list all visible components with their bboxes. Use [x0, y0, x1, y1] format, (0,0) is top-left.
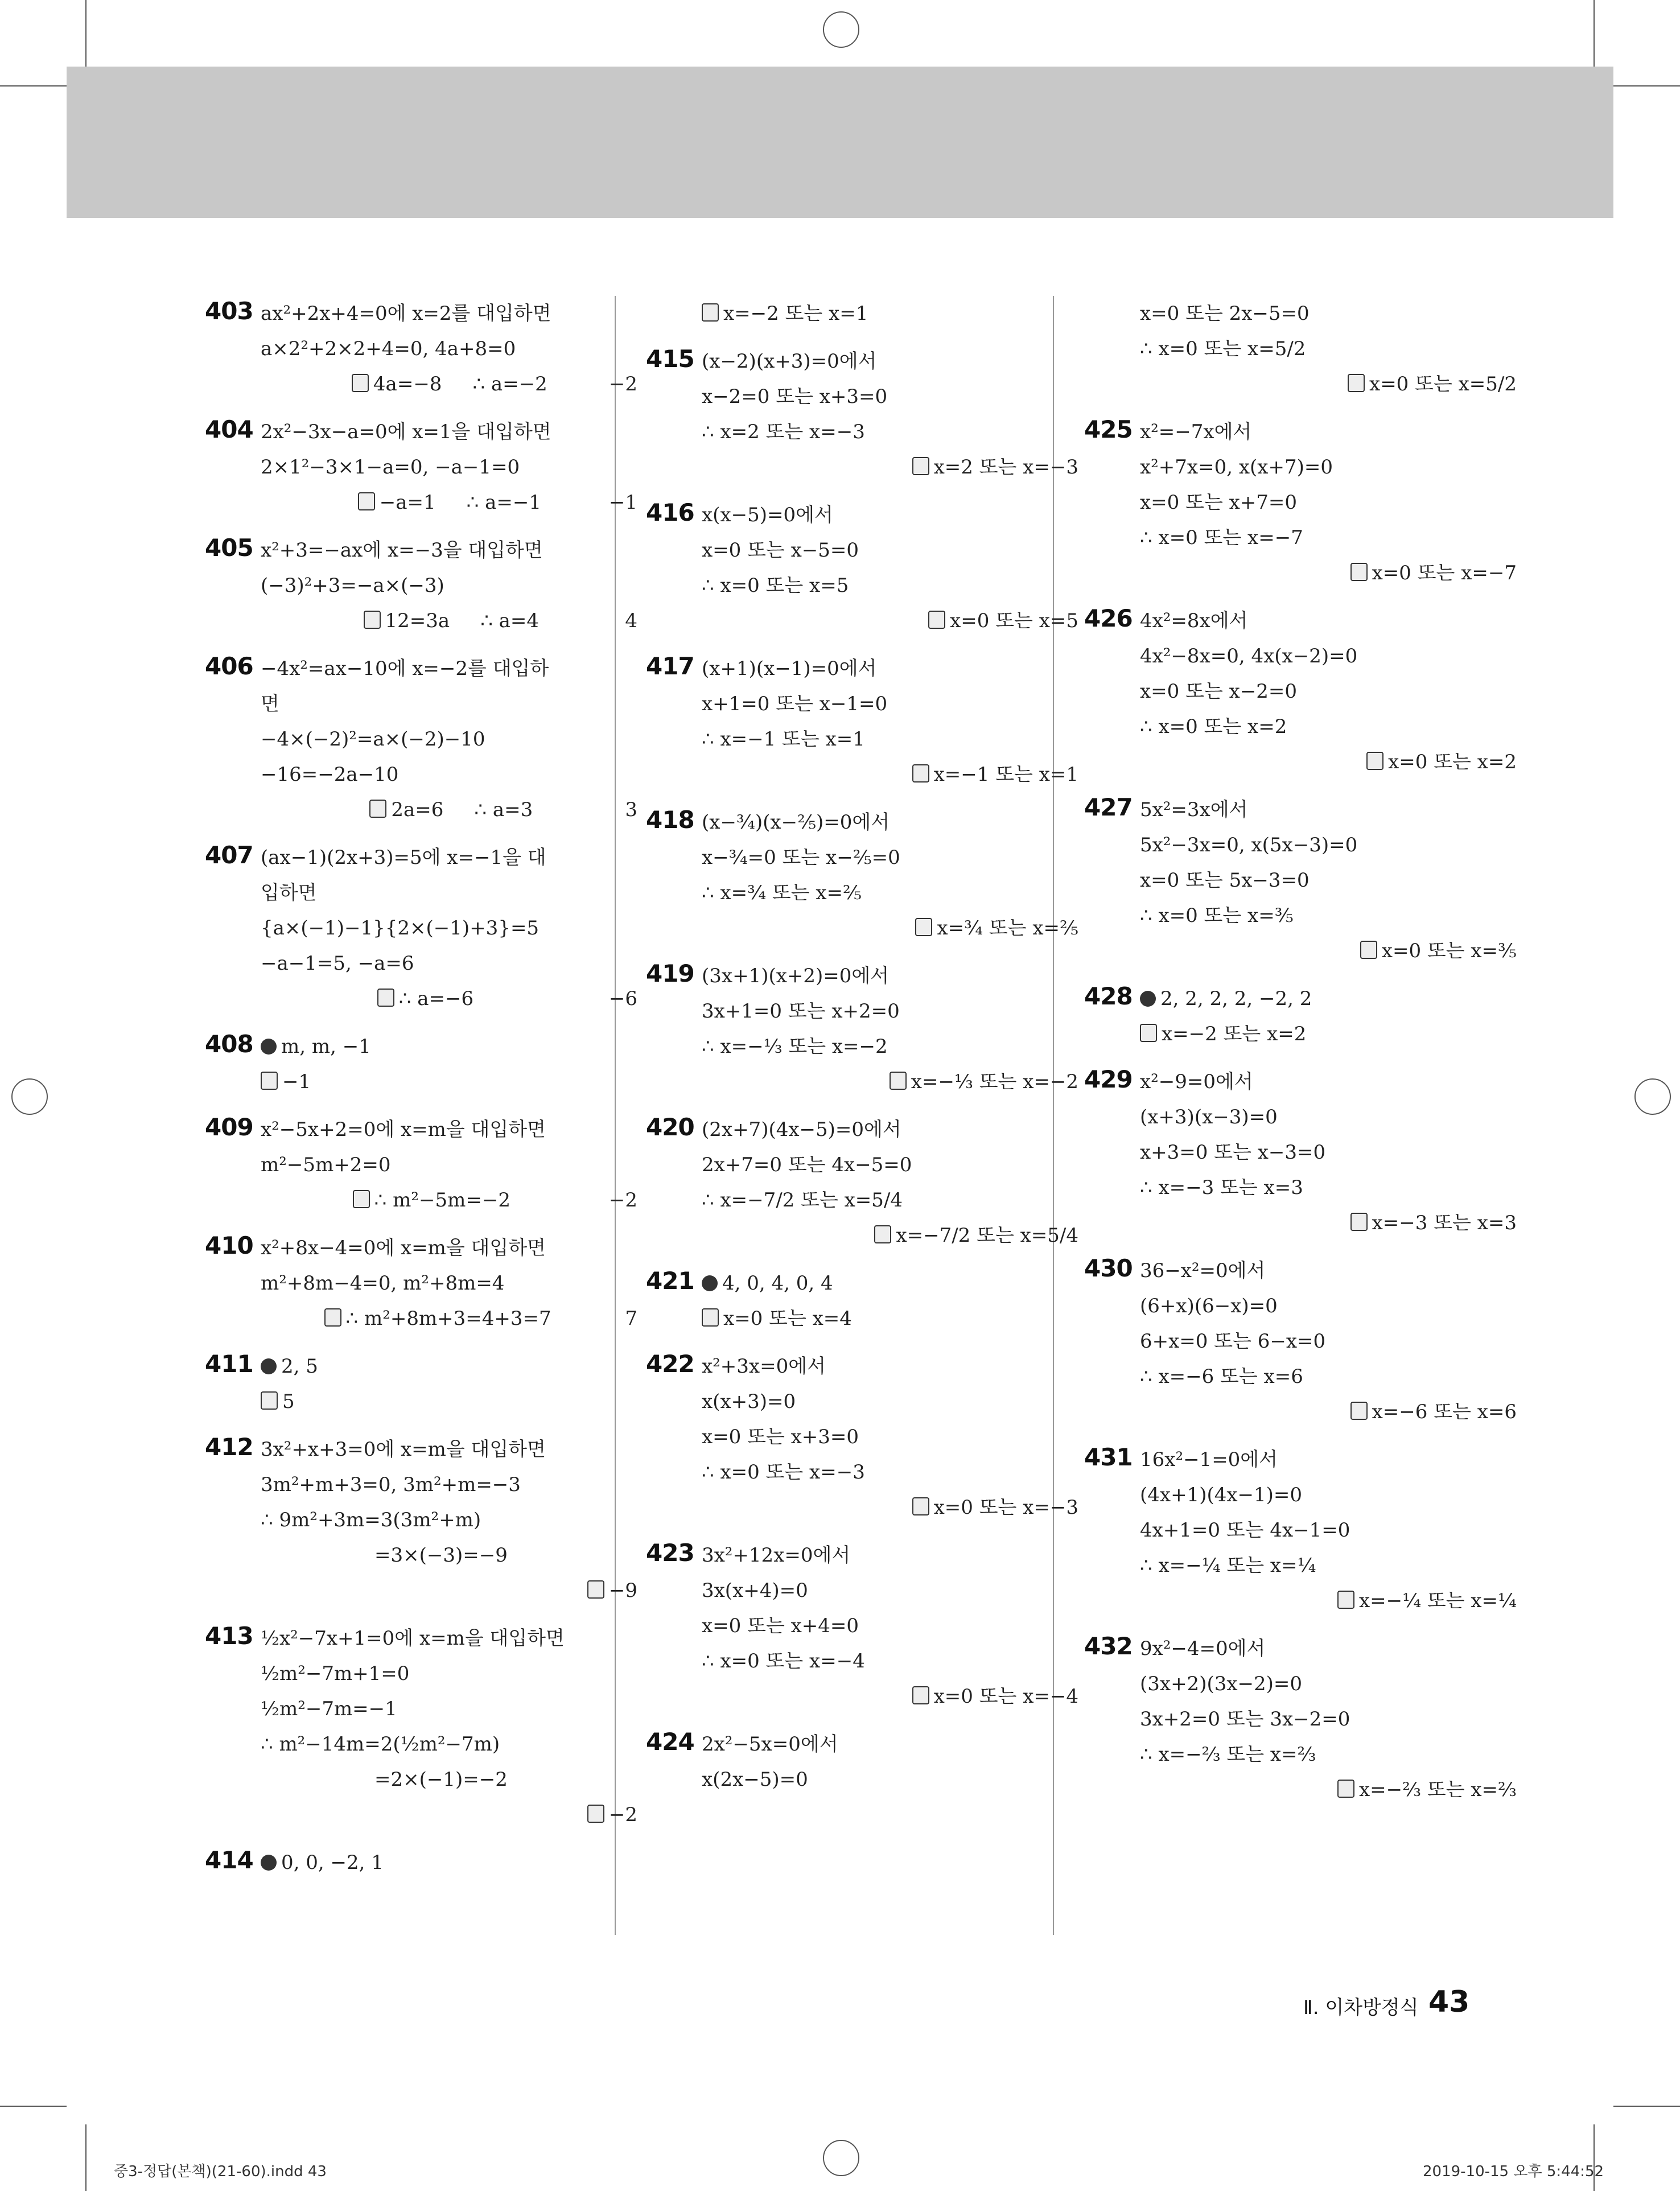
- solution-line: (4x+1)(4x−1)=0: [1140, 1484, 1303, 1506]
- solution-line: ½m²−7m+1=0: [261, 1662, 410, 1685]
- solution-line: ∴ x=0 또는 x=5: [702, 574, 849, 597]
- answer-line: x=¾ 또는 x=⅖: [702, 911, 1096, 946]
- answer-line: ∴ a=−6 −6: [261, 981, 654, 1016]
- crop-mark-br-h: [1613, 2106, 1680, 2107]
- page-number: 43: [1428, 1985, 1470, 2019]
- problem-number: 405: [205, 534, 253, 562]
- solution-line: x=0 또는 5x−3=0: [1140, 869, 1310, 892]
- solution-line: ∴ x=0 또는 x=−4: [702, 1650, 865, 1673]
- solution-line: 2x+7=0 또는 4x−5=0: [702, 1154, 912, 1176]
- problem-number: 427: [1084, 793, 1133, 821]
- crop-mark-tl-v: [85, 0, 87, 67]
- solution-line: x(x+3)=0: [702, 1390, 796, 1413]
- solution-line: (3x+2)(3x−2)=0: [1140, 1673, 1303, 1695]
- crop-mark-tr-v: [1593, 0, 1595, 67]
- problem: [205, 651, 654, 827]
- problem-number: 418: [646, 806, 694, 834]
- solution-line: x(2x−5)=0: [702, 1768, 808, 1791]
- answer-line: 4a=−8 ∴ a=−2 −2: [261, 366, 654, 402]
- problem-number: 416: [646, 499, 694, 526]
- solution-line: 3x²+x+3=0에 x=m을 대입하면: [261, 1438, 546, 1461]
- problem-number: 430: [1084, 1254, 1133, 1282]
- solution-line: ∴ m²−14m=2(½m²−7m): [261, 1733, 500, 1756]
- problem: [1084, 296, 1534, 402]
- answer-line: x=0 또는 x=−4: [702, 1679, 1096, 1714]
- solution-line: 4x²−8x=0, 4x(x−2)=0: [1140, 645, 1358, 668]
- problem-number: 428: [1084, 982, 1133, 1010]
- problem: [1084, 1253, 1534, 1430]
- problem-number: 423: [646, 1539, 694, 1567]
- solution-line: ∴ x=0 또는 x=−7: [1140, 526, 1303, 549]
- problem-number: 411: [205, 1350, 253, 1378]
- problem-number: 417: [646, 652, 694, 680]
- answer-line: x=−7/2 또는 x=5/4: [702, 1218, 1096, 1253]
- answer-line: x=0 또는 x=−3: [702, 1490, 1096, 1525]
- solution-line: x=0 또는 x+4=0: [702, 1615, 859, 1637]
- problem-number: 424: [646, 1728, 694, 1756]
- answer-line: x=0 또는 x=5/2: [1140, 366, 1534, 402]
- solution-line: ∴ x=−⅓ 또는 x=−2: [702, 1035, 888, 1058]
- problem-number: 415: [646, 345, 694, 373]
- solution-line: m²+8m−4=0, m²+8m=4: [261, 1272, 505, 1295]
- problem-number: 431: [1084, 1443, 1133, 1471]
- registration-mark-right: [1634, 1078, 1671, 1115]
- problem-number: 412: [205, 1433, 253, 1461]
- solution-line: =2×(−1)=−2: [374, 1768, 508, 1791]
- answer-line: x=0 또는 x=4: [702, 1301, 1096, 1336]
- answer-line: ∴ m²−5m=−2 −2: [261, 1183, 654, 1218]
- answer-column-1: [205, 296, 654, 1893]
- crop-mark-tl-h: [0, 85, 67, 87]
- answer-line: x=−⅓ 또는 x=−2: [702, 1064, 1096, 1099]
- solution-line: 3x(x+4)=0: [702, 1579, 808, 1602]
- crop-mark-br-v: [1593, 2124, 1595, 2191]
- solution-line: ∴ x=0 또는 x=−3: [702, 1461, 865, 1484]
- solution-line: −4x²=ax−10에 x=−2를 대입하: [261, 657, 549, 680]
- crop-mark-tr-h: [1613, 85, 1680, 87]
- solution-line: x²+3=−ax에 x=−3을 대입하면: [261, 539, 543, 562]
- problem: [205, 1112, 654, 1218]
- problem: [1084, 792, 1534, 969]
- answer-line: x=0 또는 x=−7: [1140, 555, 1534, 591]
- solution-line: x(x−5)=0에서: [702, 504, 833, 526]
- answer-line: x=0 또는 x=2: [1140, 744, 1534, 780]
- solution-line: x=0 또는 2x−5=0: [1140, 302, 1310, 325]
- problem: [646, 1266, 1096, 1336]
- answer-line: −1: [261, 1064, 654, 1099]
- solution-line: x=0 또는 x+3=0: [702, 1426, 859, 1448]
- problem: [1084, 414, 1534, 591]
- solution-line: (x−2)(x+3)=0에서: [702, 350, 877, 373]
- answer-line: x=−3 또는 x=3: [1140, 1205, 1534, 1241]
- hint-line: 2, 5: [261, 1349, 654, 1384]
- solution-line: {a×(−1)−1}{2×(−1)+3}=5: [261, 917, 540, 940]
- solution-line: ∴ x=−7/2 또는 x=5/4: [702, 1189, 903, 1212]
- answer-line: x=−2 또는 x=2: [1140, 1016, 1534, 1052]
- solution-line: x²−5x+2=0에 x=m을 대입하면: [261, 1118, 546, 1141]
- problem: [1084, 1442, 1534, 1618]
- solution-line: x+1=0 또는 x−1=0: [702, 693, 888, 715]
- solution-line: 36−x²=0에서: [1140, 1259, 1266, 1282]
- problem: [205, 1845, 654, 1880]
- problem: [205, 1029, 654, 1099]
- hint-line: 4, 0, 4, 0, 4: [702, 1266, 1096, 1301]
- answer-line: 12=3a ∴ a=4 4: [261, 603, 654, 639]
- solution-line: 4x+1=0 또는 4x−1=0: [1140, 1519, 1350, 1542]
- answer-line: x=−1 또는 x=1: [702, 757, 1096, 792]
- solution-line: ∴ x=¾ 또는 x=⅖: [702, 882, 862, 904]
- problem-number: 414: [205, 1846, 253, 1874]
- problem: [646, 651, 1096, 792]
- problem: [205, 1621, 654, 1832]
- solution-line: 3m²+m+3=0, 3m²+m=−3: [261, 1473, 521, 1496]
- solution-line: ∴ 9m²+3m=3(3m²+m): [261, 1509, 481, 1531]
- problem: [646, 1538, 1096, 1714]
- problem-number: 421: [646, 1267, 694, 1295]
- answer-line: −2: [261, 1797, 654, 1832]
- problem: [646, 805, 1096, 946]
- answer-line: x=−2 또는 x=1: [702, 296, 1096, 331]
- hint-line: m, m, −1: [261, 1029, 654, 1064]
- problem-number: 422: [646, 1350, 694, 1378]
- registration-mark-left: [11, 1078, 48, 1115]
- answer-line: x=0 또는 x=5: [702, 603, 1096, 639]
- problem-number: 410: [205, 1232, 253, 1259]
- problem-number: 404: [205, 415, 253, 443]
- registration-mark-top: [823, 11, 859, 48]
- problem: [646, 296, 1096, 331]
- problem: [646, 344, 1096, 485]
- solution-line: 5x²−3x=0, x(5x−3)=0: [1140, 834, 1358, 856]
- problem-number: 409: [205, 1113, 253, 1141]
- crop-mark-bl-v: [85, 2124, 87, 2191]
- problem: [646, 1112, 1096, 1253]
- solution-line: 4x²=8x에서: [1140, 609, 1248, 632]
- problem-number: 429: [1084, 1065, 1133, 1093]
- solution-line: ∴ x=−1 또는 x=1: [702, 728, 865, 751]
- solution-line: 입하면: [261, 882, 317, 904]
- problem: [646, 497, 1096, 639]
- solution-line: =3×(−3)=−9: [374, 1544, 508, 1567]
- problem-number: 403: [205, 297, 253, 325]
- answer-line: −9: [261, 1573, 654, 1608]
- solution-line: ½x²−7x+1=0에 x=m을 대입하면: [261, 1627, 565, 1650]
- print-slug-left: 중3-정답(본책)(21-60).indd 43: [114, 2163, 327, 2180]
- solution-line: (x−¾)(x−⅖)=0에서: [702, 811, 890, 834]
- problem-number: 413: [205, 1622, 253, 1650]
- solution-line: (6+x)(6−x)=0: [1140, 1295, 1278, 1317]
- problem: [205, 1432, 654, 1608]
- problem-number: 419: [646, 959, 694, 987]
- problem-number: 432: [1084, 1632, 1133, 1660]
- answer-line: ∴ m²+8m+3=4+3=7 7: [261, 1301, 654, 1336]
- solution-line: 2×1²−3×1−a=0, −a−1=0: [261, 456, 520, 479]
- solution-line: x²−9=0에서: [1140, 1070, 1253, 1093]
- problem: [205, 1349, 654, 1419]
- problem: [646, 1727, 1096, 1797]
- problem: [646, 1349, 1096, 1525]
- answer-column-3: [1084, 296, 1534, 1820]
- solution-line: x−¾=0 또는 x−⅖=0: [702, 846, 900, 869]
- solution-line: 16x²−1=0에서: [1140, 1448, 1278, 1471]
- header-band: [67, 67, 1613, 218]
- solution-line: ∴ x=−⅔ 또는 x=⅔: [1140, 1743, 1316, 1766]
- solution-line: −4×(−2)²=a×(−2)−10: [261, 728, 485, 751]
- problem: [1084, 981, 1534, 1052]
- solution-line: 9x²−4=0에서: [1140, 1637, 1266, 1660]
- problem: [205, 296, 654, 402]
- solution-line: (−3)²+3=−a×(−3): [261, 574, 444, 597]
- solution-line: (x+3)(x−3)=0: [1140, 1106, 1278, 1129]
- solution-line: x=0 또는 x+7=0: [1140, 491, 1298, 514]
- problem-number: 426: [1084, 604, 1133, 632]
- hint-line: 2, 2, 2, 2, −2, 2: [1140, 981, 1534, 1016]
- solution-line: ax²+2x+4=0에 x=2를 대입하면: [261, 302, 551, 325]
- solution-line: x=0 또는 x−5=0: [702, 539, 859, 562]
- chapter-label: Ⅱ. 이차방정식: [1303, 1996, 1419, 2019]
- solution-line: ∴ x=−3 또는 x=3: [1140, 1176, 1303, 1199]
- problem: [1084, 603, 1534, 780]
- solution-line: x²+3x=0에서: [702, 1355, 826, 1378]
- problem-number: 406: [205, 652, 253, 680]
- answer-line: x=−⅔ 또는 x=⅔: [1140, 1772, 1534, 1807]
- solution-line: x−2=0 또는 x+3=0: [702, 385, 888, 408]
- problem: [646, 958, 1096, 1099]
- problem: [1084, 1064, 1534, 1241]
- solution-line: ∴ x=0 또는 x=5/2: [1140, 337, 1306, 360]
- crop-mark-bl-h: [0, 2106, 67, 2107]
- answer-column-2: [646, 296, 1096, 1810]
- answer-line: x=−¼ 또는 x=¼: [1140, 1583, 1534, 1618]
- solution-line: x+3=0 또는 x−3=0: [1140, 1141, 1326, 1164]
- solution-line: (2x+7)(4x−5)=0에서: [702, 1118, 901, 1141]
- solution-line: 3x+2=0 또는 3x−2=0: [1140, 1708, 1350, 1731]
- print-slug-right: 2019-10-15 오후 5:44:52: [1423, 2163, 1604, 2180]
- solution-line: (3x+1)(x+2)=0에서: [702, 965, 890, 987]
- solution-line: ½m²−7m=−1: [261, 1698, 397, 1720]
- solution-line: (x+1)(x−1)=0에서: [702, 657, 877, 680]
- problem-number: 425: [1084, 415, 1133, 443]
- solution-line: m²−5m+2=0: [261, 1154, 391, 1176]
- solution-line: 3x+1=0 또는 x+2=0: [702, 1000, 900, 1023]
- problem-number: 420: [646, 1113, 694, 1141]
- solution-line: x²+7x=0, x(x+7)=0: [1140, 456, 1333, 479]
- answer-line: x=−6 또는 x=6: [1140, 1394, 1534, 1430]
- answer-line: x=2 또는 x=−3: [702, 450, 1096, 485]
- hint-line: 0, 0, −2, 1: [261, 1845, 654, 1880]
- solution-line: 2x²−3x−a=0에 x=1을 대입하면: [261, 421, 551, 443]
- registration-mark-bottom: [823, 2140, 859, 2176]
- problem: [205, 840, 654, 1016]
- problem: [205, 1230, 654, 1336]
- solution-line: 3x²+12x=0에서: [702, 1544, 851, 1567]
- solution-line: ∴ x=0 또는 x=2: [1140, 715, 1287, 738]
- answer-line: x=0 또는 x=⅗: [1140, 933, 1534, 969]
- problem: [205, 533, 654, 639]
- problem-number: 408: [205, 1030, 253, 1058]
- solution-line: 5x²=3x에서: [1140, 798, 1248, 821]
- solution-line: −a−1=5, −a=6: [261, 952, 414, 975]
- solution-line: ∴ x=−¼ 또는 x=¼: [1140, 1554, 1316, 1577]
- answer-line: 5: [261, 1384, 654, 1419]
- problem: [205, 414, 654, 520]
- solution-line: −16=−2a−10: [261, 763, 399, 786]
- solution-line: 2x²−5x=0에서: [702, 1733, 838, 1756]
- solution-line: x²+8x−4=0에 x=m을 대입하면: [261, 1237, 546, 1259]
- solution-line: a×2²+2×2+4=0, 4a+8=0: [261, 337, 516, 360]
- problem-number: 407: [205, 841, 253, 869]
- solution-line: (ax−1)(2x+3)=5에 x=−1을 대: [261, 846, 546, 869]
- solution-line: ∴ x=0 또는 x=⅗: [1140, 904, 1294, 927]
- solution-line: 면: [261, 693, 279, 715]
- solution-line: x=0 또는 x−2=0: [1140, 680, 1298, 703]
- problem: [1084, 1631, 1534, 1807]
- solution-line: ∴ x=−6 또는 x=6: [1140, 1365, 1303, 1388]
- answer-line: 2a=6 ∴ a=3 3: [261, 792, 654, 827]
- solution-line: 6+x=0 또는 6−x=0: [1140, 1330, 1326, 1353]
- answer-line: −a=1 ∴ a=−1 −1: [261, 485, 654, 520]
- solution-line: ∴ x=2 또는 x=−3: [702, 421, 865, 443]
- solution-line: x²=−7x에서: [1140, 421, 1252, 443]
